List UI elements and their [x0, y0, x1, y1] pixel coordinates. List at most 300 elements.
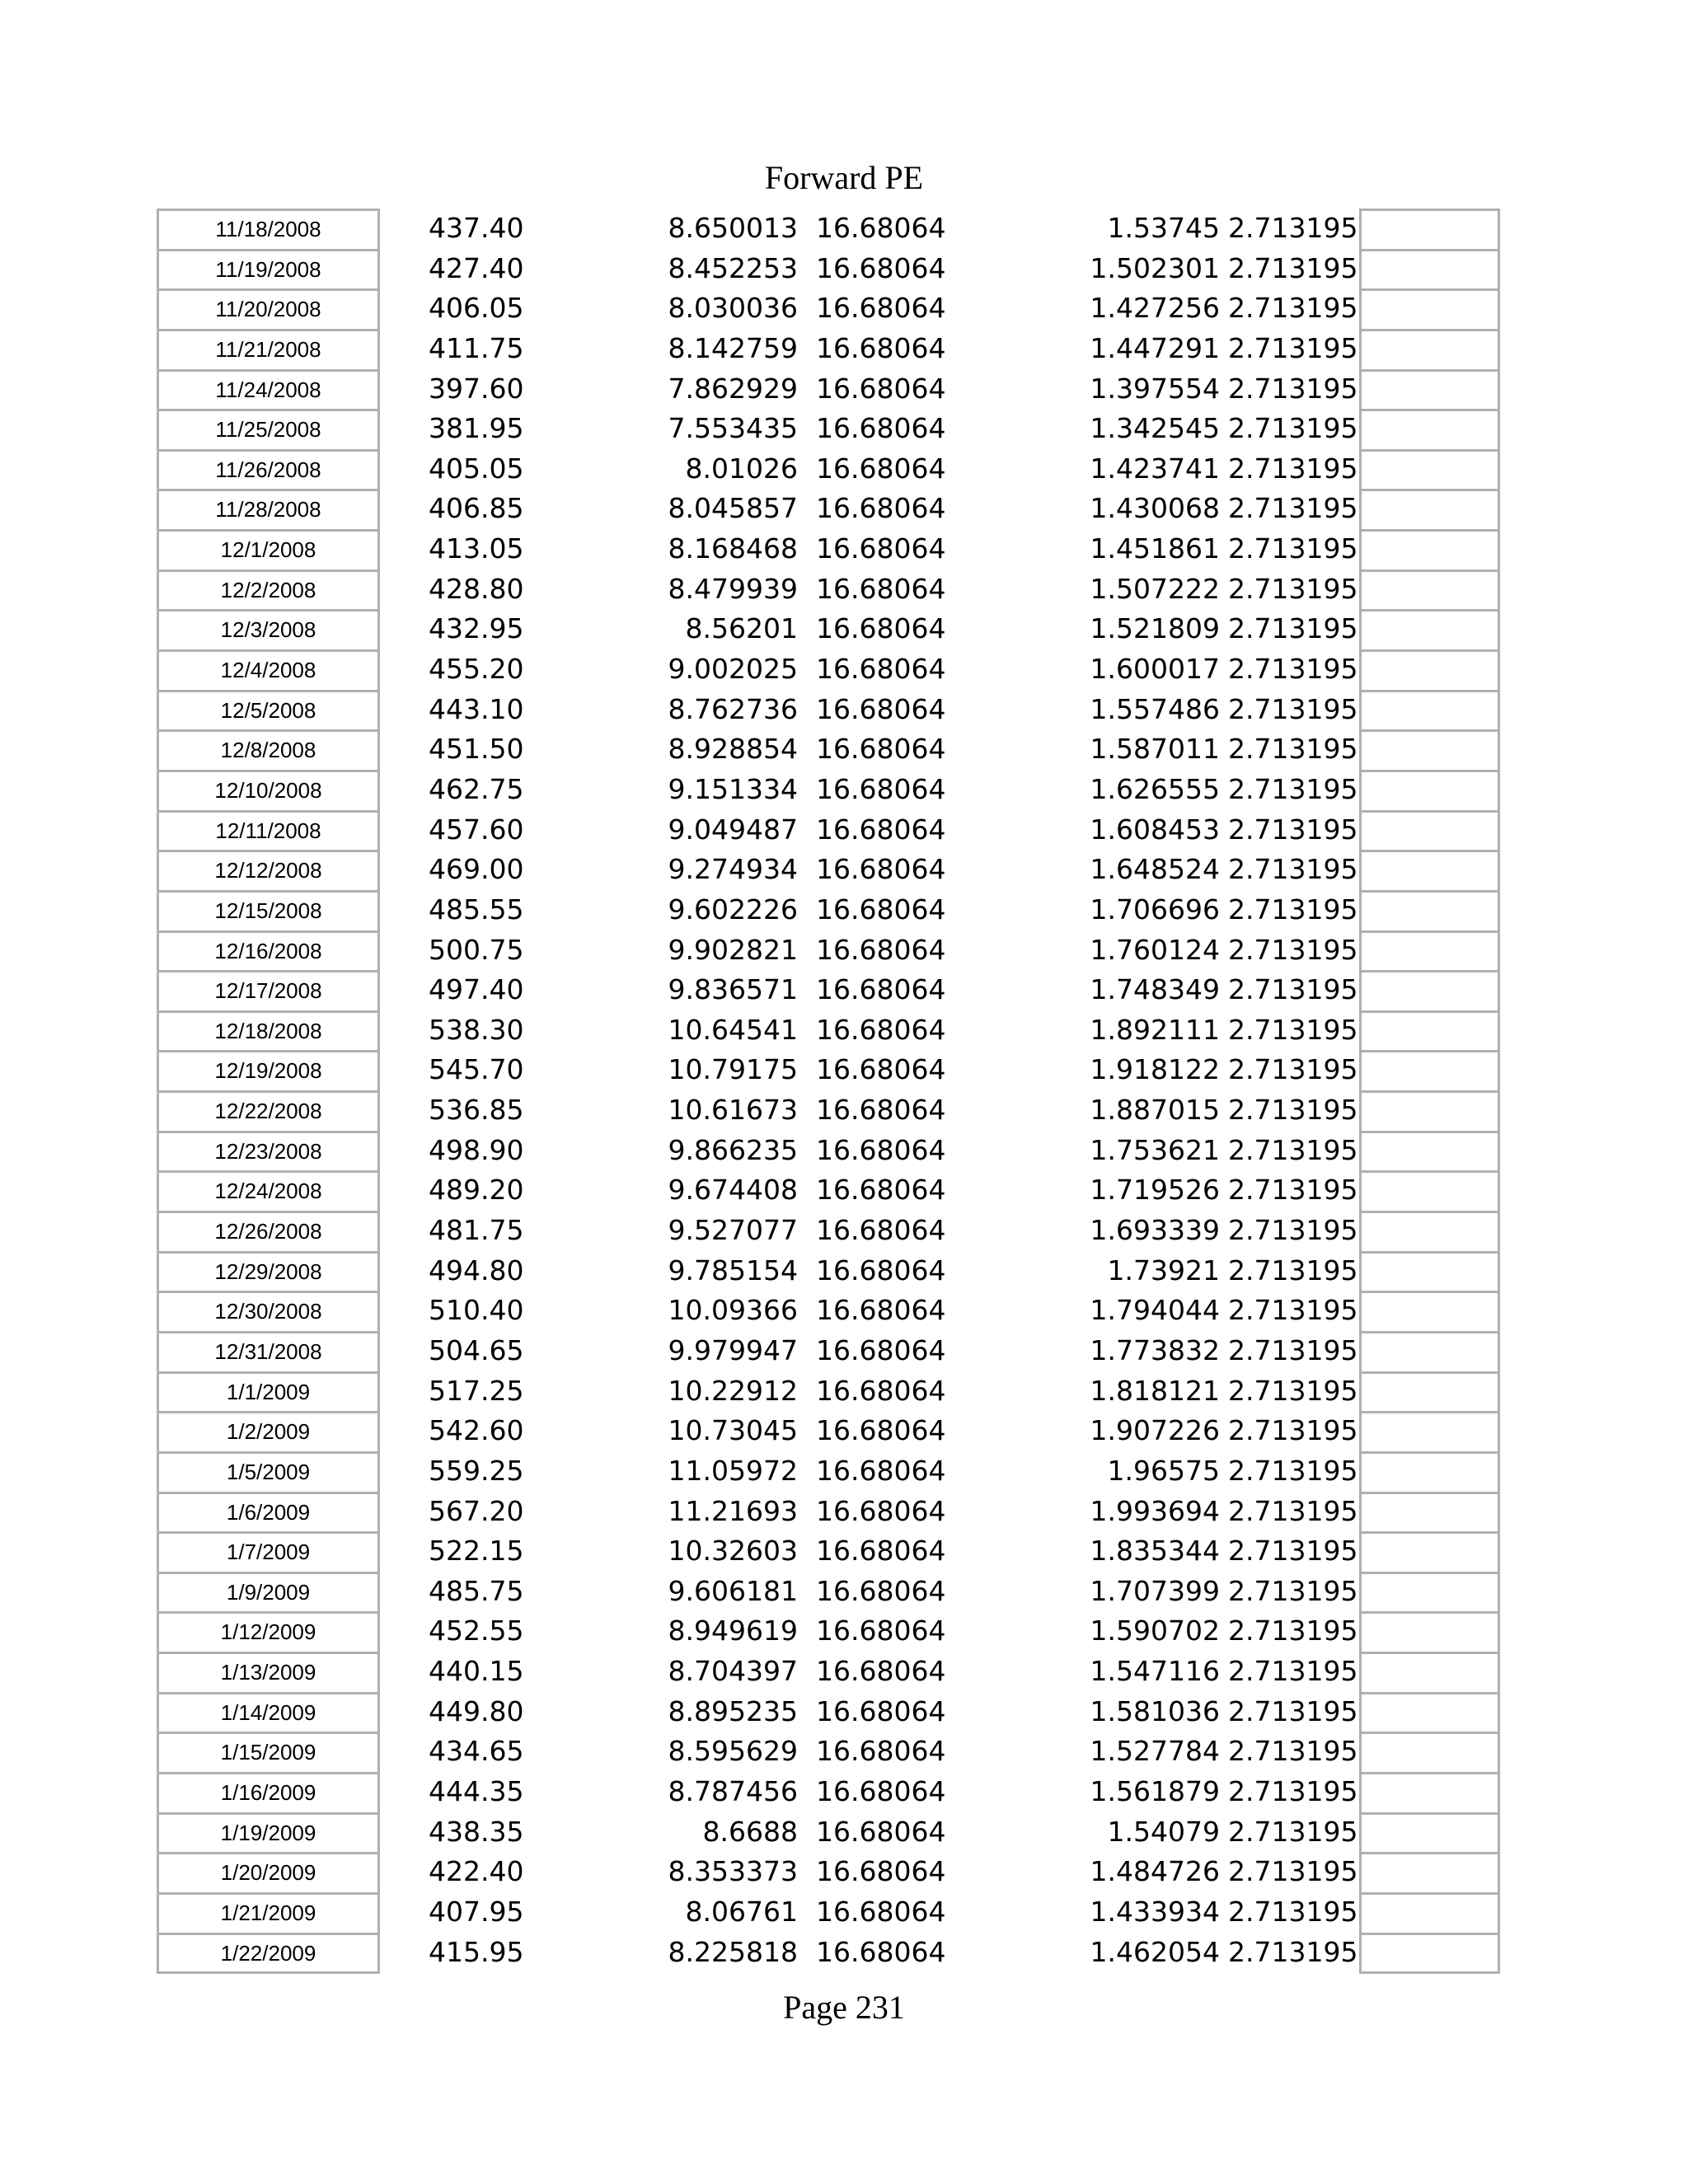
relative-average-cell: 2.713195 [1228, 893, 1358, 926]
pe-ratio-cell: 8.928854 [668, 733, 798, 766]
average-pe-cell: 16.68064 [816, 212, 946, 244]
date-cell: 12/3/2008 [157, 609, 380, 649]
empty-cell [1359, 690, 1500, 730]
date-cell: 1/12/2009 [157, 1611, 380, 1652]
price-cell: 536.85 [429, 1094, 524, 1127]
average-pe-cell: 16.68064 [816, 1214, 946, 1247]
price-cell: 449.80 [429, 1694, 524, 1727]
price-cell: 397.60 [429, 372, 524, 405]
table-row [0, 810, 1688, 851]
relative-value-cell: 1.835344 [1090, 1535, 1220, 1568]
relative-average-cell: 2.713195 [1228, 1053, 1358, 1086]
price-cell: 469.00 [429, 853, 524, 886]
empty-cell [1359, 1331, 1500, 1371]
average-pe-cell: 16.68064 [816, 1333, 946, 1366]
price-cell: 504.65 [429, 1333, 524, 1366]
price-cell: 444.35 [429, 1774, 524, 1807]
average-pe-cell: 16.68064 [816, 251, 946, 284]
date-cell: 12/18/2008 [157, 1010, 380, 1051]
date-cell: 11/21/2008 [157, 329, 380, 369]
pe-ratio-cell: 8.452253 [668, 251, 798, 284]
average-pe-cell: 16.68064 [816, 653, 946, 686]
relative-value-cell: 1.887015 [1090, 1094, 1220, 1127]
pe-ratio-cell: 8.762736 [668, 692, 798, 725]
page-title: Forward PE [764, 159, 924, 196]
price-cell: 542.60 [429, 1414, 524, 1447]
table-row [0, 1732, 1688, 1772]
price-cell: 481.75 [429, 1214, 524, 1247]
relative-average-cell: 2.713195 [1228, 653, 1358, 686]
pe-ratio-cell: 9.602226 [668, 893, 798, 926]
average-pe-cell: 16.68064 [816, 532, 946, 565]
empty-cell [1359, 449, 1500, 490]
relative-value-cell: 1.648524 [1090, 853, 1220, 886]
date-cell: 12/1/2008 [157, 529, 380, 569]
date-cell: 12/16/2008 [157, 930, 380, 971]
relative-value-cell: 1.342545 [1090, 412, 1220, 445]
empty-cell [1359, 1251, 1500, 1291]
relative-average-cell: 2.713195 [1228, 1735, 1358, 1768]
table-row [0, 609, 1688, 649]
relative-value-cell: 1.918122 [1090, 1053, 1220, 1086]
average-pe-cell: 16.68064 [816, 1294, 946, 1327]
relative-average-cell: 2.713195 [1228, 452, 1358, 485]
pe-ratio-cell: 10.73045 [668, 1414, 798, 1447]
price-cell: 415.95 [429, 1935, 524, 1968]
date-cell: 12/23/2008 [157, 1131, 380, 1171]
price-cell: 522.15 [429, 1535, 524, 1568]
price-cell: 381.95 [429, 412, 524, 445]
average-pe-cell: 16.68064 [816, 1694, 946, 1727]
relative-average-cell: 2.713195 [1228, 572, 1358, 605]
price-cell: 451.50 [429, 733, 524, 766]
relative-average-cell: 2.713195 [1228, 1174, 1358, 1207]
average-pe-cell: 16.68064 [816, 612, 946, 645]
date-cell: 1/16/2009 [157, 1772, 380, 1812]
empty-cell [1359, 1812, 1500, 1853]
average-pe-cell: 16.68064 [816, 1454, 946, 1487]
empty-cell [1359, 329, 1500, 369]
relative-value-cell: 1.447291 [1090, 331, 1220, 364]
average-pe-cell: 16.68064 [816, 1535, 946, 1568]
empty-cell [1359, 1050, 1500, 1090]
data-table [0, 209, 1688, 1972]
pe-ratio-cell: 8.168468 [668, 532, 798, 565]
relative-value-cell: 1.753621 [1090, 1133, 1220, 1166]
average-pe-cell: 16.68064 [816, 452, 946, 485]
empty-cell [1359, 609, 1500, 649]
table-row [0, 288, 1688, 329]
average-pe-cell: 16.68064 [816, 1053, 946, 1086]
average-pe-cell: 16.68064 [816, 331, 946, 364]
empty-cell [1359, 569, 1500, 610]
relative-value-cell: 1.451861 [1090, 532, 1220, 565]
pe-ratio-cell: 8.6688 [702, 1815, 798, 1848]
table-row [0, 209, 1688, 249]
average-pe-cell: 16.68064 [816, 1855, 946, 1888]
date-cell: 12/8/2008 [157, 729, 380, 770]
date-cell: 11/20/2008 [157, 288, 380, 329]
date-cell: 1/14/2009 [157, 1692, 380, 1732]
relative-average-cell: 2.713195 [1228, 492, 1358, 525]
relative-value-cell: 1.719526 [1090, 1174, 1220, 1207]
price-cell: 494.80 [429, 1254, 524, 1286]
date-cell: 11/28/2008 [157, 489, 380, 529]
date-cell: 1/13/2009 [157, 1652, 380, 1692]
price-cell: 500.75 [429, 933, 524, 966]
table-row [0, 489, 1688, 529]
table-row [0, 249, 1688, 289]
empty-cell [1359, 1892, 1500, 1933]
table-row [0, 329, 1688, 369]
table-row [0, 1411, 1688, 1451]
relative-value-cell: 1.54079 [1107, 1815, 1220, 1848]
relative-average-cell: 2.713195 [1228, 292, 1358, 325]
page-number: Page 231 [783, 1989, 905, 2026]
table-row [0, 409, 1688, 449]
table-row [0, 1692, 1688, 1732]
table-row [0, 569, 1688, 610]
average-pe-cell: 16.68064 [816, 1615, 946, 1647]
price-cell: 406.05 [429, 292, 524, 325]
empty-cell [1359, 1411, 1500, 1451]
pe-ratio-cell: 9.979947 [668, 1333, 798, 1366]
date-cell: 1/15/2009 [157, 1732, 380, 1772]
pe-ratio-cell: 9.866235 [668, 1133, 798, 1166]
relative-average-cell: 2.713195 [1228, 412, 1358, 445]
relative-value-cell: 1.608453 [1090, 813, 1220, 846]
price-cell: 457.60 [429, 813, 524, 846]
date-cell: 12/11/2008 [157, 810, 380, 851]
empty-cell [1359, 1131, 1500, 1171]
table-row [0, 1611, 1688, 1652]
relative-value-cell: 1.430068 [1090, 492, 1220, 525]
pe-ratio-cell: 10.64541 [668, 1013, 798, 1046]
relative-average-cell: 2.713195 [1228, 853, 1358, 886]
empty-cell [1359, 249, 1500, 289]
average-pe-cell: 16.68064 [816, 1774, 946, 1807]
average-pe-cell: 16.68064 [816, 1414, 946, 1447]
relative-value-cell: 1.397554 [1090, 372, 1220, 405]
date-cell: 12/29/2008 [157, 1251, 380, 1291]
table-row [0, 1211, 1688, 1251]
empty-cell [1359, 288, 1500, 329]
relative-average-cell: 2.713195 [1228, 1535, 1358, 1568]
average-pe-cell: 16.68064 [816, 572, 946, 605]
relative-average-cell: 2.713195 [1228, 532, 1358, 565]
relative-average-cell: 2.713195 [1228, 212, 1358, 244]
table-row [0, 1251, 1688, 1291]
date-cell: 1/20/2009 [157, 1852, 380, 1892]
relative-average-cell: 2.713195 [1228, 933, 1358, 966]
empty-cell [1359, 1611, 1500, 1652]
relative-value-cell: 1.587011 [1090, 733, 1220, 766]
pe-ratio-cell: 9.836571 [668, 973, 798, 1006]
empty-cell [1359, 1652, 1500, 1692]
average-pe-cell: 16.68064 [816, 1935, 946, 1968]
pe-ratio-cell: 9.527077 [668, 1214, 798, 1247]
price-cell: 406.85 [429, 492, 524, 525]
relative-value-cell: 1.557486 [1090, 692, 1220, 725]
date-cell: 1/7/2009 [157, 1531, 380, 1572]
average-pe-cell: 16.68064 [816, 1254, 946, 1286]
date-cell: 1/19/2009 [157, 1812, 380, 1853]
pe-ratio-cell: 11.05972 [668, 1454, 798, 1487]
date-cell: 11/18/2008 [157, 209, 380, 249]
price-cell: 497.40 [429, 973, 524, 1006]
average-pe-cell: 16.68064 [816, 1655, 946, 1688]
relative-average-cell: 2.713195 [1228, 1694, 1358, 1727]
empty-cell [1359, 1010, 1500, 1051]
table-row [0, 1010, 1688, 1051]
average-pe-cell: 16.68064 [816, 1374, 946, 1407]
relative-average-cell: 2.713195 [1228, 1294, 1358, 1327]
relative-value-cell: 1.73921 [1107, 1254, 1220, 1286]
table-row [0, 1812, 1688, 1853]
relative-average-cell: 2.713195 [1228, 331, 1358, 364]
pe-ratio-cell: 8.949619 [668, 1615, 798, 1647]
price-cell: 485.55 [429, 893, 524, 926]
relative-average-cell: 2.713195 [1228, 1374, 1358, 1407]
relative-value-cell: 1.794044 [1090, 1294, 1220, 1327]
relative-value-cell: 1.581036 [1090, 1694, 1220, 1727]
price-cell: 438.35 [429, 1815, 524, 1848]
average-pe-cell: 16.68064 [816, 1094, 946, 1127]
pe-ratio-cell: 8.030036 [668, 292, 798, 325]
relative-average-cell: 2.713195 [1228, 1414, 1358, 1447]
relative-value-cell: 1.462054 [1090, 1935, 1220, 1968]
average-pe-cell: 16.68064 [816, 853, 946, 886]
price-cell: 432.95 [429, 612, 524, 645]
pe-ratio-cell: 8.045857 [668, 492, 798, 525]
table-row [0, 1170, 1688, 1211]
average-pe-cell: 16.68064 [816, 1735, 946, 1768]
average-pe-cell: 16.68064 [816, 733, 946, 766]
price-cell: 510.40 [429, 1294, 524, 1327]
date-cell: 12/15/2008 [157, 890, 380, 930]
pe-ratio-cell: 8.704397 [668, 1655, 798, 1688]
table-row [0, 690, 1688, 730]
price-cell: 485.75 [429, 1574, 524, 1607]
relative-value-cell: 1.707399 [1090, 1574, 1220, 1607]
relative-value-cell: 1.547116 [1090, 1655, 1220, 1688]
price-cell: 498.90 [429, 1133, 524, 1166]
pe-ratio-cell: 10.79175 [668, 1053, 798, 1086]
relative-average-cell: 2.713195 [1228, 1574, 1358, 1607]
table-row [0, 1933, 1688, 1973]
pe-ratio-cell: 8.06761 [685, 1895, 798, 1928]
empty-cell [1359, 729, 1500, 770]
relative-value-cell: 1.507222 [1090, 572, 1220, 605]
average-pe-cell: 16.68064 [816, 1174, 946, 1207]
pe-ratio-cell: 8.479939 [668, 572, 798, 605]
pe-ratio-cell: 8.650013 [668, 212, 798, 244]
price-cell: 567.20 [429, 1494, 524, 1527]
pe-ratio-cell: 11.21693 [668, 1494, 798, 1527]
relative-average-cell: 2.713195 [1228, 612, 1358, 645]
empty-cell [1359, 1852, 1500, 1892]
pe-ratio-cell: 10.61673 [668, 1094, 798, 1127]
table-row [0, 1131, 1688, 1171]
average-pe-cell: 16.68064 [816, 933, 946, 966]
average-pe-cell: 16.68064 [816, 1013, 946, 1046]
average-pe-cell: 16.68064 [816, 692, 946, 725]
price-cell: 545.70 [429, 1053, 524, 1086]
pe-ratio-cell: 9.274934 [668, 853, 798, 886]
relative-average-cell: 2.713195 [1228, 1615, 1358, 1647]
price-cell: 559.25 [429, 1454, 524, 1487]
average-pe-cell: 16.68064 [816, 973, 946, 1006]
pe-ratio-cell: 10.09366 [668, 1294, 798, 1327]
relative-value-cell: 1.693339 [1090, 1214, 1220, 1247]
pe-ratio-cell: 8.56201 [685, 612, 798, 645]
table-row [0, 1572, 1688, 1612]
empty-cell [1359, 1572, 1500, 1612]
date-cell: 1/21/2009 [157, 1892, 380, 1933]
relative-value-cell: 1.626555 [1090, 772, 1220, 805]
relative-average-cell: 2.713195 [1228, 772, 1358, 805]
date-cell: 12/17/2008 [157, 970, 380, 1010]
average-pe-cell: 16.68064 [816, 1133, 946, 1166]
pe-ratio-cell: 9.151334 [668, 772, 798, 805]
table-row [0, 1772, 1688, 1812]
price-cell: 428.80 [429, 572, 524, 605]
table-row [0, 1892, 1688, 1933]
relative-average-cell: 2.713195 [1228, 692, 1358, 725]
date-cell: 12/24/2008 [157, 1170, 380, 1211]
date-cell: 1/2/2009 [157, 1411, 380, 1451]
date-cell: 12/22/2008 [157, 1090, 380, 1131]
pe-ratio-cell: 9.002025 [668, 653, 798, 686]
relative-value-cell: 1.427256 [1090, 292, 1220, 325]
average-pe-cell: 16.68064 [816, 813, 946, 846]
pe-ratio-cell: 10.22912 [668, 1374, 798, 1407]
empty-cell [1359, 1531, 1500, 1572]
price-cell: 538.30 [429, 1013, 524, 1046]
empty-cell [1359, 850, 1500, 890]
relative-average-cell: 2.713195 [1228, 1133, 1358, 1166]
relative-average-cell: 2.713195 [1228, 1333, 1358, 1366]
table-row [0, 1291, 1688, 1331]
date-cell: 1/5/2009 [157, 1451, 380, 1492]
date-cell: 12/10/2008 [157, 770, 380, 810]
average-pe-cell: 16.68064 [816, 1815, 946, 1848]
relative-value-cell: 1.96575 [1107, 1454, 1220, 1487]
date-cell: 1/9/2009 [157, 1572, 380, 1612]
empty-cell [1359, 369, 1500, 410]
empty-cell [1359, 1451, 1500, 1492]
relative-average-cell: 2.713195 [1228, 1935, 1358, 1968]
relative-average-cell: 2.713195 [1228, 1013, 1358, 1046]
pe-ratio-cell: 9.902821 [668, 933, 798, 966]
date-cell: 1/22/2009 [157, 1933, 380, 1974]
pe-ratio-cell: 9.606181 [668, 1574, 798, 1607]
pe-ratio-cell: 8.225818 [668, 1935, 798, 1968]
relative-value-cell: 1.818121 [1090, 1374, 1220, 1407]
pe-ratio-cell: 9.674408 [668, 1174, 798, 1207]
date-cell: 11/25/2008 [157, 409, 380, 449]
relative-average-cell: 2.713195 [1228, 251, 1358, 284]
relative-average-cell: 2.713195 [1228, 1494, 1358, 1527]
empty-cell [1359, 649, 1500, 690]
empty-cell [1359, 770, 1500, 810]
relative-value-cell: 1.907226 [1090, 1414, 1220, 1447]
empty-cell [1359, 1170, 1500, 1211]
price-cell: 455.20 [429, 653, 524, 686]
relative-average-cell: 2.713195 [1228, 1254, 1358, 1286]
relative-average-cell: 2.713195 [1228, 1815, 1358, 1848]
price-cell: 413.05 [429, 532, 524, 565]
relative-value-cell: 1.993694 [1090, 1494, 1220, 1527]
date-cell: 12/31/2008 [157, 1331, 380, 1371]
empty-cell [1359, 209, 1500, 249]
table-row [0, 649, 1688, 690]
relative-average-cell: 2.713195 [1228, 1214, 1358, 1247]
date-cell: 11/24/2008 [157, 369, 380, 410]
table-row [0, 1090, 1688, 1131]
relative-average-cell: 2.713195 [1228, 1895, 1358, 1928]
relative-value-cell: 1.527784 [1090, 1735, 1220, 1768]
price-cell: 452.55 [429, 1615, 524, 1647]
empty-cell [1359, 1933, 1500, 1974]
date-cell: 12/2/2008 [157, 569, 380, 610]
table-row [0, 770, 1688, 810]
average-pe-cell: 16.68064 [816, 292, 946, 325]
relative-value-cell: 1.748349 [1090, 973, 1220, 1006]
table-row [0, 529, 1688, 569]
empty-cell [1359, 1492, 1500, 1532]
price-cell: 434.65 [429, 1735, 524, 1768]
table-row [0, 1451, 1688, 1492]
empty-cell [1359, 1772, 1500, 1812]
price-cell: 422.40 [429, 1855, 524, 1888]
price-cell: 405.05 [429, 452, 524, 485]
relative-average-cell: 2.713195 [1228, 1774, 1358, 1807]
table-row [0, 449, 1688, 490]
relative-value-cell: 1.706696 [1090, 893, 1220, 926]
pe-ratio-cell: 7.862929 [668, 372, 798, 405]
average-pe-cell: 16.68064 [816, 893, 946, 926]
average-pe-cell: 16.68064 [816, 772, 946, 805]
relative-average-cell: 2.713195 [1228, 1855, 1358, 1888]
date-cell: 11/26/2008 [157, 449, 380, 490]
price-cell: 407.95 [429, 1895, 524, 1928]
price-cell: 411.75 [429, 331, 524, 364]
empty-cell [1359, 1732, 1500, 1772]
pe-ratio-cell: 7.553435 [668, 412, 798, 445]
pe-ratio-cell: 8.353373 [668, 1855, 798, 1888]
average-pe-cell: 16.68064 [816, 372, 946, 405]
date-cell: 12/12/2008 [157, 850, 380, 890]
pe-ratio-cell: 8.142759 [668, 331, 798, 364]
pe-ratio-cell: 9.049487 [668, 813, 798, 846]
date-cell: 12/19/2008 [157, 1050, 380, 1090]
relative-value-cell: 1.561879 [1090, 1774, 1220, 1807]
relative-value-cell: 1.502301 [1090, 251, 1220, 284]
relative-value-cell: 1.53745 [1107, 212, 1220, 244]
empty-cell [1359, 409, 1500, 449]
price-cell: 437.40 [429, 212, 524, 244]
relative-value-cell: 1.433934 [1090, 1895, 1220, 1928]
table-row [0, 1331, 1688, 1371]
relative-value-cell: 1.484726 [1090, 1855, 1220, 1888]
date-cell: 12/26/2008 [157, 1211, 380, 1251]
relative-average-cell: 2.713195 [1228, 1094, 1358, 1127]
price-cell: 440.15 [429, 1655, 524, 1688]
empty-cell [1359, 1090, 1500, 1131]
price-cell: 427.40 [429, 251, 524, 284]
pe-ratio-cell: 8.595629 [668, 1735, 798, 1768]
